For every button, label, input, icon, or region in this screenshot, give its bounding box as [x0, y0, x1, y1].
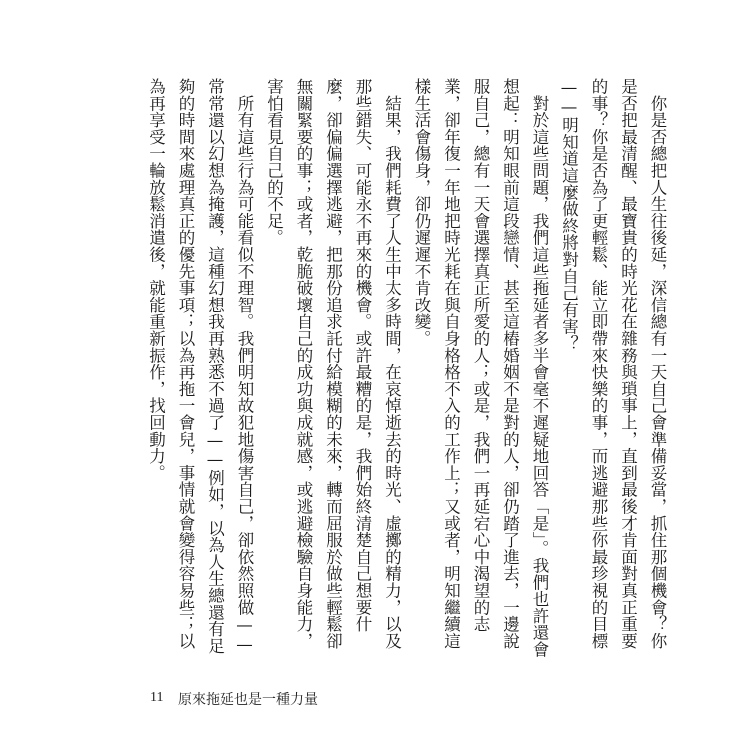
page-number: 11 — [150, 690, 164, 705]
paragraph-1: 你是否總把人生往後延，深信總有一天自己會準備妥當，抓住那個機會？你是否把最清醒、最寶貴的時光花在雜務與瑣事上，直到最後才肯面對真正重要的事？你是否為了更輕鬆、能立即帶來快樂的事，而逃避那些你最珍視的目標——明知道這麼做終將對自己有害？ — [559, 78, 667, 650]
paragraph-4: 所有這些行為可能看似不理智。我們明知故犯地傷害自己，卻依然照做——常常還以幻想為掩護，這種幻想我再熟悉不過了——例如，以為人生總還有足夠的時間來處理真正的優先事項；以為再拖一會兒，事情就會變得容易些；以為再享受一輪放鬆消遣後，就能重新振作，找回動力。 — [146, 78, 254, 655]
body-text — [141, 78, 672, 663]
running-title: 原來拖延也是一種力量 — [178, 692, 318, 708]
paragraph-2: 對於這些問題，我們這些拖延者多半會毫不遲疑地回答「是」。我們也許還會想起：明知眼前這段戀情、甚至這樁婚姻不是對的人，卻仍踏了進去，一邊說服自己，總有一天會選擇真正所愛的人；或是，我們一再延宕心中渴望的志業，卻年復一年地把時光耗在與自身格格不入的工作上；又或者，明知繼續這樣生活會傷身，卻仍遲遲不肯改變。 — [412, 78, 549, 658]
paragraph-3: 結果，我們耗費了人生中太多時間，在哀悼逝去的時光、虛擲的精力，以及那些錯失、可能永不再來的機會。或許最糟的是，我們始終清楚自己想要什麼，卻偏偏選擇逃避，把那份追求託付給模糊的未來，轉而屈服於做些輕鬆卻無關緊要的事；或者，乾脆破壞自己的成功與成就感，或逃避檢驗自身能力，害怕看見自己的不足。 — [264, 78, 402, 650]
